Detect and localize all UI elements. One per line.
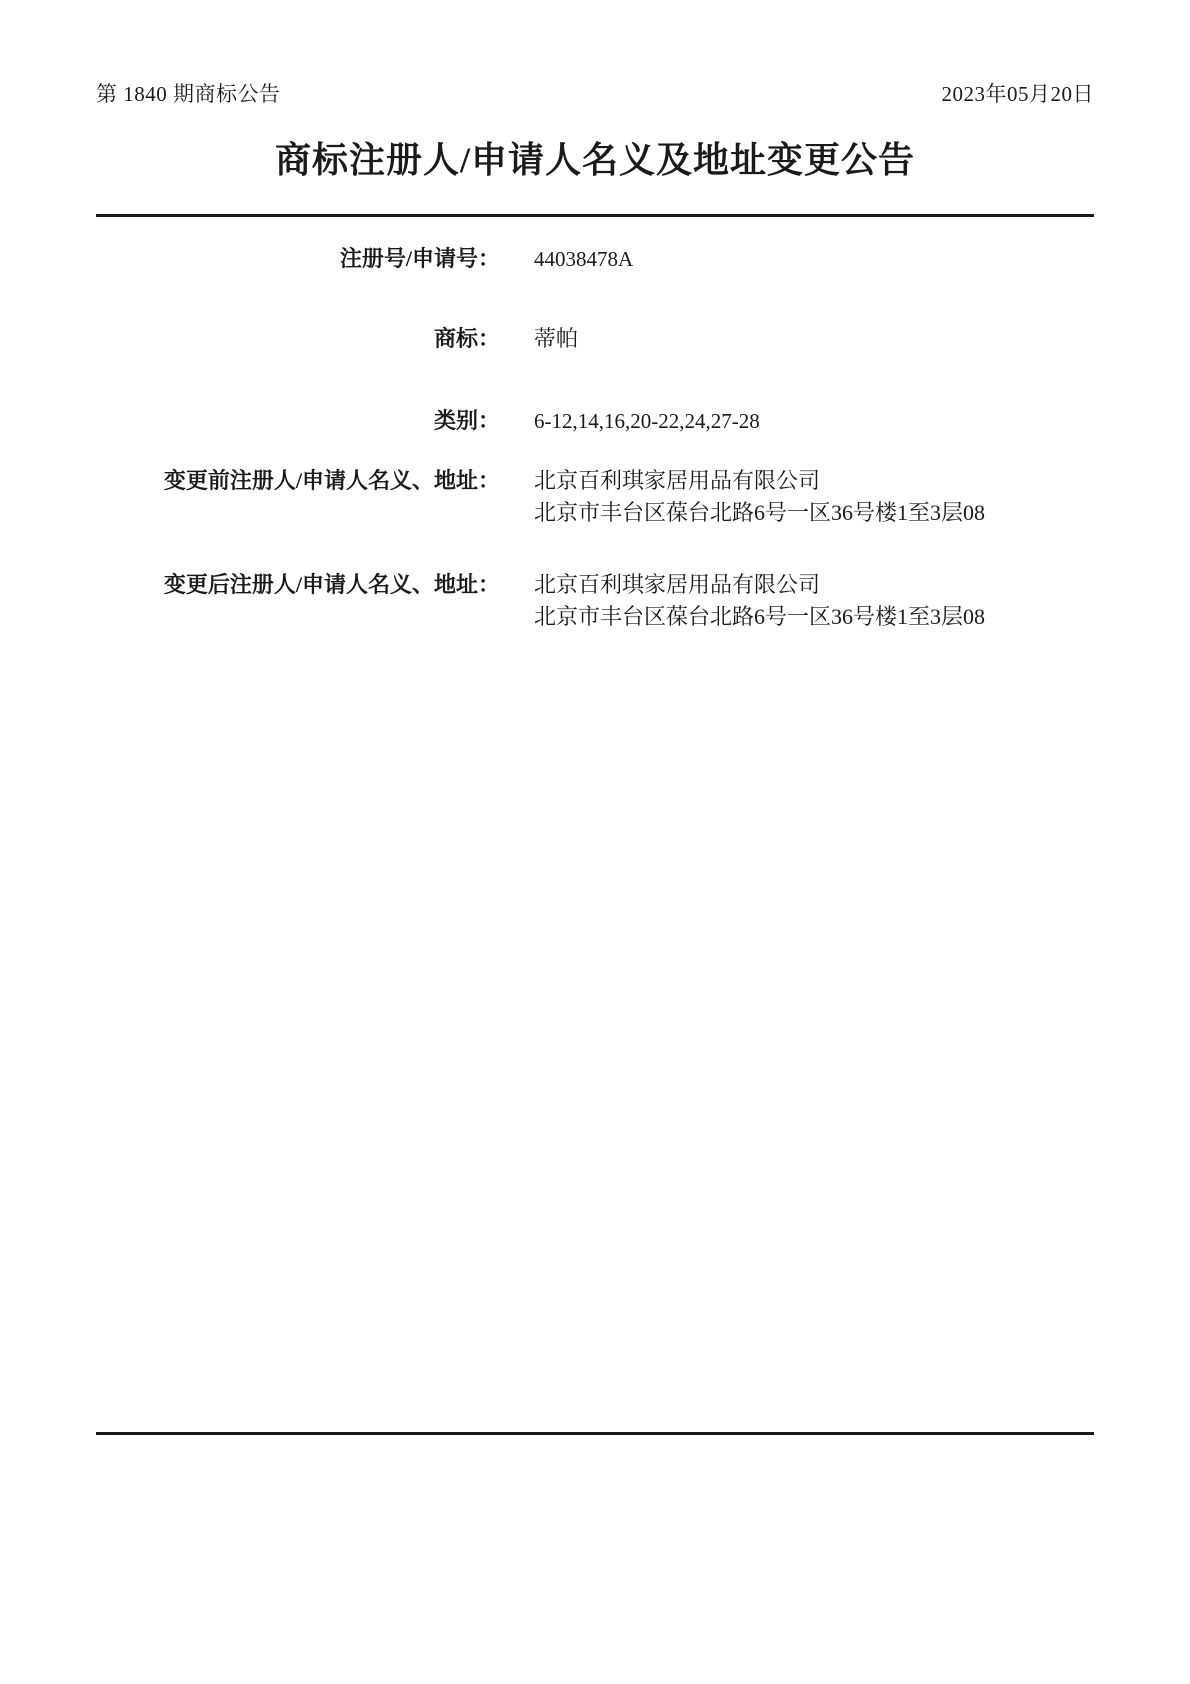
field-classes <box>96 405 1094 437</box>
field-value <box>500 569 985 633</box>
field-before-change <box>96 465 1094 529</box>
field-label: 类别： <box>433 408 500 433</box>
gazette-date-label: 2023年05月20日 <box>941 82 1094 106</box>
field-value-line: 44038478A <box>534 247 634 271</box>
field-value <box>500 243 633 275</box>
field-value-line: 6-12,14,16,20-22,24,27-28 <box>534 409 760 433</box>
field-registration-number <box>96 243 1094 275</box>
spacer <box>96 355 1094 405</box>
field-after-change <box>96 569 1094 633</box>
field-value-line: 北京百利琪家居用品有限公司 <box>534 572 821 597</box>
field-value-line: 北京市丰台区葆台北路6号一区36号楼1至3层08 <box>534 604 986 629</box>
field-label: 变更前注册人/申请人名义、地址： <box>163 468 500 493</box>
spacer <box>96 529 1094 569</box>
header-divider <box>96 214 1094 217</box>
field-label: 注册号/申请号： <box>339 246 500 271</box>
spacer <box>96 437 1094 465</box>
record-fields <box>96 243 1094 633</box>
footer-divider <box>96 1432 1094 1435</box>
field-value-line: 蒂帕 <box>534 326 579 351</box>
field-value <box>500 465 985 529</box>
field-label: 变更后注册人/申请人名义、地址： <box>163 572 500 597</box>
field-label: 商标： <box>433 326 500 351</box>
field-value-line: 北京市丰台区葆台北路6号一区36号楼1至3层08 <box>534 500 986 525</box>
spacer <box>96 275 1094 323</box>
field-value-line: 北京百利琪家居用品有限公司 <box>534 468 821 493</box>
field-value <box>500 405 760 437</box>
field-value <box>500 323 578 355</box>
page-header <box>96 78 1094 108</box>
page-title: 商标注册人/申请人名义及地址变更公告 <box>274 140 915 180</box>
field-trademark <box>96 323 1094 355</box>
gazette-issue-label: 第 1840 期商标公告 <box>96 82 281 106</box>
